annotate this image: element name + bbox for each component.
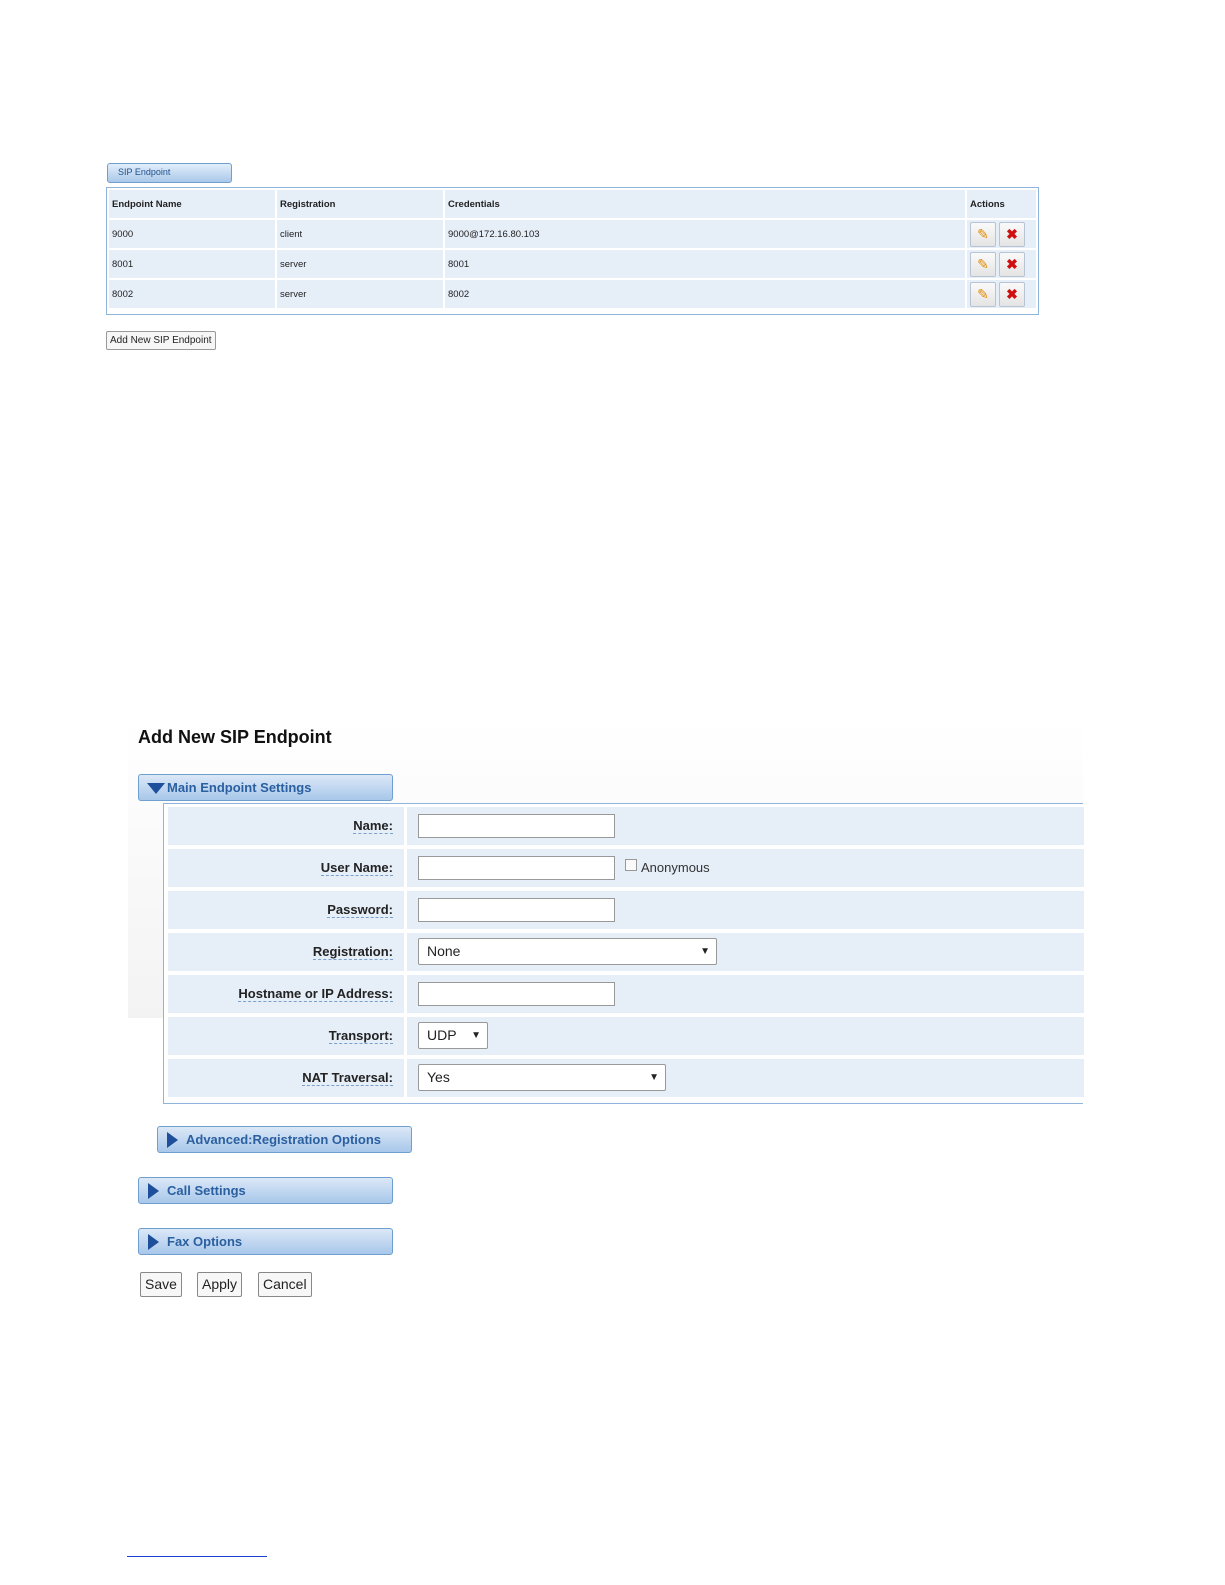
registration-cell: server [277,280,443,308]
anonymous-label: Anonymous [641,860,710,875]
section-label: Call Settings [167,1183,246,1198]
endpoint-name-cell: 9000 [109,220,275,248]
nat-traversal-label: NAT Traversal: [168,1059,404,1097]
column-header-endpoint-name: Endpoint Name [109,190,275,218]
endpoint-table [106,187,1039,315]
edit-pencil-icon[interactable]: ✎ [970,282,996,307]
hostname-row [168,975,1084,1013]
endpoint-name-cell: 8002 [109,280,275,308]
delete-x-icon[interactable]: ✖ [999,252,1025,277]
actions-cell [967,280,1036,308]
main-settings-panel [163,803,1083,1104]
call-settings-toggle[interactable] [138,1177,393,1204]
section-label: Main Endpoint Settings [167,780,312,795]
password-label: Password: [168,891,404,929]
transport-label: Transport: [168,1017,404,1055]
column-header-credentials: Credentials [445,190,965,218]
transport-select[interactable]: UDP ▼ [418,1022,488,1049]
dropdown-arrow-icon: ▼ [700,946,710,957]
advanced-registration-options-toggle[interactable] [157,1126,412,1153]
registration-label: Registration: [168,933,404,971]
user-name-input[interactable] [418,856,615,880]
registration-cell: server [277,250,443,278]
collapse-triangle-icon [147,783,165,794]
footer-link-underline [127,1556,267,1557]
transport-row [168,1017,1084,1055]
fax-options-toggle[interactable] [138,1228,393,1255]
dropdown-arrow-icon: ▼ [649,1072,659,1083]
anonymous-checkbox[interactable] [625,859,637,871]
nat-traversal-row [168,1059,1084,1097]
user-name-label: User Name: [168,849,404,887]
section-label: Fax Options [167,1234,243,1249]
add-new-sip-endpoint-button[interactable]: Add New SIP Endpoint [106,331,216,350]
endpoint-name-cell: 8001 [109,250,275,278]
column-header-registration: Registration [277,190,443,218]
hostname-label: Hostname or IP Address: [168,975,404,1013]
table-row [109,280,1036,308]
expand-triangle-icon [167,1132,178,1148]
credentials-cell: 8001 [445,250,965,278]
actions-cell [967,220,1036,248]
nat-traversal-select[interactable]: Yes ▼ [418,1064,666,1091]
expand-triangle-icon [148,1234,159,1250]
registration-cell: client [277,220,443,248]
page-title: Add New SIP Endpoint [138,727,332,747]
sip-endpoint-tab[interactable]: SIP Endpoint [107,163,232,183]
edit-pencil-icon[interactable]: ✎ [970,252,996,277]
table-row [109,220,1036,248]
dropdown-arrow-icon: ▼ [471,1030,481,1041]
password-row [168,891,1084,929]
name-row [168,807,1084,845]
main-endpoint-settings-toggle[interactable] [138,774,393,801]
column-header-actions: Actions [967,190,1036,218]
edit-pencil-icon[interactable]: ✎ [970,222,996,247]
user-name-row [168,849,1084,887]
password-input[interactable] [418,898,615,922]
section-label: Advanced:Registration Options [186,1132,382,1147]
table-header-row [109,190,1036,218]
delete-x-icon[interactable]: ✖ [999,282,1025,307]
table-row [109,250,1036,278]
delete-x-icon[interactable]: ✖ [999,222,1025,247]
registration-row [168,933,1084,971]
actions-cell [967,250,1036,278]
cancel-button[interactable]: Cancel [258,1272,312,1297]
name-label: Name: [168,807,404,845]
registration-select[interactable]: None ▼ [418,938,717,965]
name-input[interactable] [418,814,615,838]
save-button[interactable]: Save [140,1272,182,1297]
credentials-cell: 9000@172.16.80.103 [445,220,965,248]
credentials-cell: 8002 [445,280,965,308]
expand-triangle-icon [148,1183,159,1199]
apply-button[interactable]: Apply [197,1272,242,1297]
hostname-input[interactable] [418,982,615,1006]
